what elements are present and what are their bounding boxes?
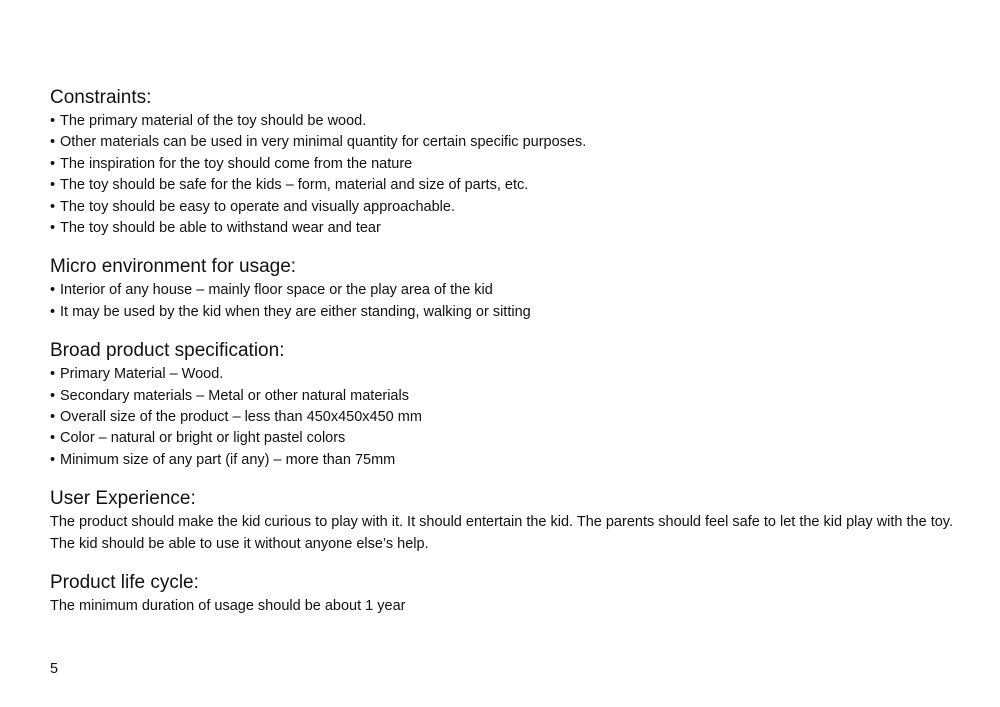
- bullet-list: [50, 364, 970, 471]
- section-heading: Product life cycle:: [50, 572, 199, 594]
- bullet-icon: •: [50, 303, 56, 320]
- list-item: • The toy should be easy to operate and visually approachable.: [50, 197, 970, 218]
- list-item: • It may be used by the kid when they are either standing, walking or sitting: [50, 302, 970, 323]
- list-item: • Overall size of the product – less than 450x450x450 mm: [50, 407, 970, 428]
- bullet-icon: •: [50, 134, 56, 151]
- bullet-list: [50, 280, 970, 323]
- bullet-icon: •: [50, 198, 56, 215]
- list-item: • The primary material of the toy should be wood.: [50, 111, 970, 132]
- bullet-icon: •: [50, 430, 56, 447]
- list-item: • Other materials can be used in very minimal quantity for certain specific purposes.: [50, 132, 970, 153]
- bullet-icon: •: [50, 366, 56, 383]
- section-heading: User Experience:: [50, 488, 196, 510]
- paragraph-line: The product should make the kid curious to play with it. It should entertain the kid. The parents should feel safe to let the kid play with the toy.: [50, 514, 954, 531]
- bullet-icon: •: [50, 177, 56, 194]
- bullet-icon: •: [50, 409, 56, 426]
- paragraph-line: The kid should be able to use it without anyone else’s help.: [50, 535, 429, 552]
- section-user-experience: [50, 488, 970, 555]
- list-item: • Secondary materials – Metal or other natural materials: [50, 386, 970, 407]
- bullet-icon: •: [50, 282, 56, 299]
- bullet-icon: •: [50, 451, 56, 468]
- bullet-icon: •: [50, 220, 56, 237]
- section-heading: Constraints:: [50, 87, 152, 108]
- section-constraints: [50, 87, 970, 239]
- bullet-list: [50, 111, 970, 239]
- section-heading: Broad product specification:: [50, 340, 285, 362]
- list-item: • Interior of any house – mainly floor space or the play area of the kid: [50, 280, 970, 301]
- section-product-specification: [50, 340, 970, 471]
- section-micro-environment: [50, 256, 970, 323]
- list-item: • Color – natural or bright or light pastel colors: [50, 428, 970, 449]
- paragraph-line: The minimum duration of usage should be about 1 year: [50, 598, 406, 615]
- list-item: • The toy should be safe for the kids – form, material and size of parts, etc.: [50, 175, 970, 196]
- document-page: [50, 87, 970, 618]
- bullet-icon: •: [50, 113, 56, 129]
- list-item: • Minimum size of any part (if any) – more than 75mm: [50, 450, 970, 471]
- page-number: 5: [50, 661, 59, 677]
- list-item: • The inspiration for the toy should come from the nature: [50, 154, 970, 175]
- section-product-life-cycle: [50, 572, 970, 617]
- list-item: • Primary Material – Wood.: [50, 364, 970, 385]
- list-item: • The toy should be able to withstand wear and tear: [50, 218, 970, 239]
- section-heading: Micro environment for usage:: [50, 256, 297, 278]
- bullet-icon: •: [50, 155, 56, 172]
- bullet-icon: •: [50, 387, 56, 404]
